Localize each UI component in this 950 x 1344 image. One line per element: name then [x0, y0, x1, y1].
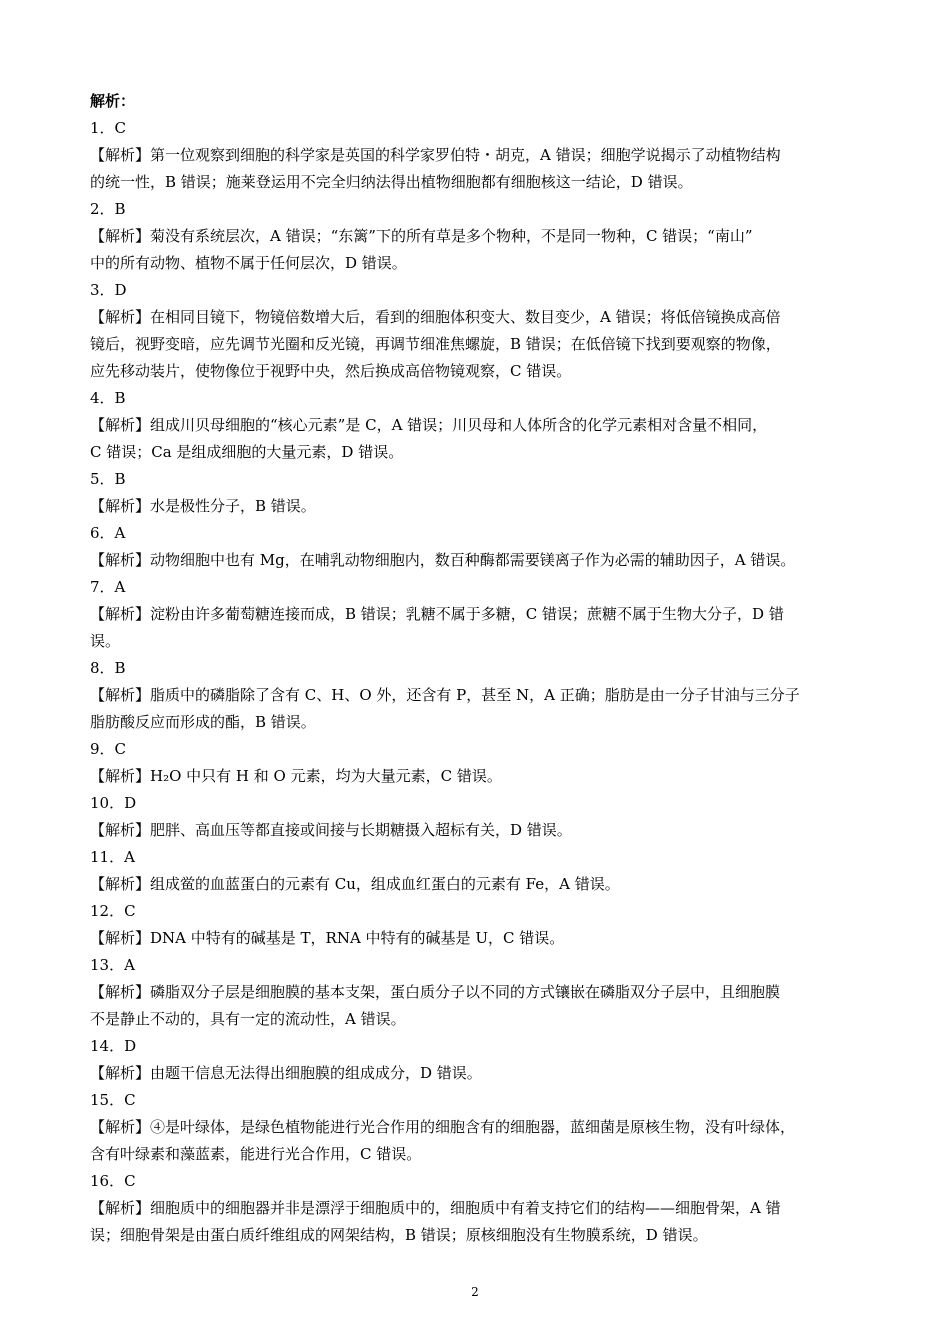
explanation-line: 误；细胞骨架是由蛋白质纤维组成的网架结构，B 错误；原核细胞没有生物膜系统，D 错误。	[90, 1226, 708, 1244]
answer-number: 6．A	[90, 524, 126, 542]
explanation	[90, 871, 866, 898]
explanation-line: 误。	[90, 632, 121, 650]
explanation-line: 【解析】磷脂双分子层是细胞膜的基本支架，蛋白质分子以不同的方式镶嵌在磷脂双分子层中，且细胞膜	[90, 983, 781, 1001]
answer-number: 13．A	[90, 956, 135, 974]
answer-item	[90, 115, 866, 196]
explanation-line: 【解析】肥胖、高血压等都直接或间接与长期糖摄入超标有关，D 错误。	[90, 821, 572, 839]
answer-number: 11．A	[90, 848, 135, 866]
answer-number: 12．C	[90, 902, 136, 920]
explanation	[90, 304, 866, 385]
answer-item	[90, 277, 866, 385]
answer-number: 10．D	[90, 794, 137, 812]
explanation-line: 【解析】④是叶绿体，是绿色植物能进行光合作用的细胞含有的细胞器，蓝细菌是原核生物，没有叶绿体，	[90, 1118, 796, 1136]
answer-list	[90, 115, 866, 1249]
explanation	[90, 763, 866, 790]
explanation-line: 中的所有动物、植物不属于任何层次，D 错误。	[90, 254, 407, 272]
answer-item	[90, 385, 866, 466]
explanation	[90, 412, 866, 466]
answer-number: 4．B	[90, 389, 126, 407]
answer-item	[90, 1168, 866, 1249]
explanation	[90, 547, 866, 574]
answer-item	[90, 1033, 866, 1087]
answer-number: 8．B	[90, 659, 126, 677]
answer-number: 15．C	[90, 1091, 136, 1109]
section-heading: 解析：	[90, 92, 136, 110]
explanation	[90, 1114, 866, 1168]
explanation-line: 【解析】淀粉由许多葡萄糖连接而成，B 错误；乳糖不属于多糖，C 错误；蔗糖不属于生物大分子，D 错	[90, 605, 784, 623]
explanation	[90, 493, 866, 520]
answer-number: 1．C	[90, 119, 127, 137]
answer-item	[90, 844, 866, 898]
explanation-line: 应先移动装片，使物像位于视野中央，然后换成高倍物镜观察，C 错误。	[90, 362, 572, 380]
explanation-line: 【解析】水是极性分子，B 错误。	[90, 497, 316, 515]
explanation-line: 【解析】在相同目镜下，物镜倍数增大后，看到的细胞体积变大、数目变少，A 错误；将低倍镜换成高倍	[90, 308, 781, 326]
explanation	[90, 601, 866, 655]
answer-item	[90, 736, 866, 790]
answer-sheet	[90, 88, 866, 1249]
answer-item	[90, 520, 866, 574]
explanation-line: C 错误；Ca 是组成细胞的大量元素，D 错误。	[90, 443, 404, 461]
explanation-line: 【解析】第一位观察到细胞的科学家是英国的科学家罗伯特・胡克，A 错误；细胞学说揭示了动植物结构	[90, 146, 781, 164]
answer-item	[90, 952, 866, 1033]
explanation	[90, 817, 866, 844]
explanation-line: 【解析】H₂O 中只有 H 和 O 元素，均为大量元素，C 错误。	[90, 767, 502, 785]
answer-number: 5．B	[90, 470, 126, 488]
answer-item	[90, 1087, 866, 1168]
explanation-line: 不是静止不动的，具有一定的流动性，A 错误。	[90, 1010, 406, 1028]
answer-number: 9．C	[90, 740, 127, 758]
explanation	[90, 1060, 866, 1087]
answer-item	[90, 196, 866, 277]
answer-item	[90, 655, 866, 736]
answer-number: 16．C	[90, 1172, 136, 1190]
explanation-line: 【解析】动物细胞中也有 Mg，在哺乳动物细胞内，数百种酶都需要镁离子作为必需的辅助因子，A 错误。	[90, 551, 796, 569]
page-number: 2	[471, 1285, 479, 1299]
answer-number: 2．B	[90, 200, 126, 218]
explanation	[90, 979, 866, 1033]
explanation	[90, 1195, 866, 1249]
answer-number: 7．A	[90, 578, 126, 596]
explanation-line: 【解析】脂质中的磷脂除了含有 C、H、O 外，还含有 P，甚至 N，A 正确；脂肪是由一分子甘油与三分子	[90, 686, 800, 704]
explanation-line: 【解析】细胞质中的细胞器并非是漂浮于细胞质中的，细胞质中有着支持它们的结构——细胞骨架，A 错	[90, 1199, 781, 1217]
explanation	[90, 223, 866, 277]
explanation	[90, 682, 866, 736]
explanation-line: 【解析】组成川贝母细胞的“核心元素”是 C，A 错误；川贝母和人体所含的化学元素相对含量不相同，	[90, 416, 768, 434]
explanation-line: 【解析】组成鲎的血蓝蛋白的元素有 Cu，组成血红蛋白的元素有 Fe，A 错误。	[90, 875, 620, 893]
answer-item	[90, 790, 866, 844]
answer-number: 3．D	[90, 281, 127, 299]
explanation-line: 【解析】DNA 中特有的碱基是 T，RNA 中特有的碱基是 U，C 错误。	[90, 929, 565, 947]
explanation	[90, 142, 866, 196]
answer-item	[90, 574, 866, 655]
explanation-line: 脂肪酸反应而形成的酯，B 错误。	[90, 713, 316, 731]
answer-item	[90, 466, 866, 520]
answer-number: 14．D	[90, 1037, 137, 1055]
explanation	[90, 925, 866, 952]
answer-item	[90, 898, 866, 952]
explanation-line: 的统一性，B 错误；施莱登运用不完全归纳法得出植物细胞都有细胞核这一结论，D 错误。	[90, 173, 693, 191]
explanation-line: 含有叶绿素和藻蓝素，能进行光合作用，C 错误。	[90, 1145, 422, 1163]
explanation-line: 【解析】菊没有系统层次，A 错误；“东篱”下的所有草是多个物种，不是同一物种，C 错误；“南山”	[90, 227, 753, 245]
explanation-line: 【解析】由题干信息无法得出细胞膜的组成成分，D 错误。	[90, 1064, 482, 1082]
explanation-line: 镜后，视野变暗，应先调节光圈和反光镜，再调节细准焦螺旋，B 错误；在低倍镜下找到要观察的物像，	[90, 335, 781, 353]
